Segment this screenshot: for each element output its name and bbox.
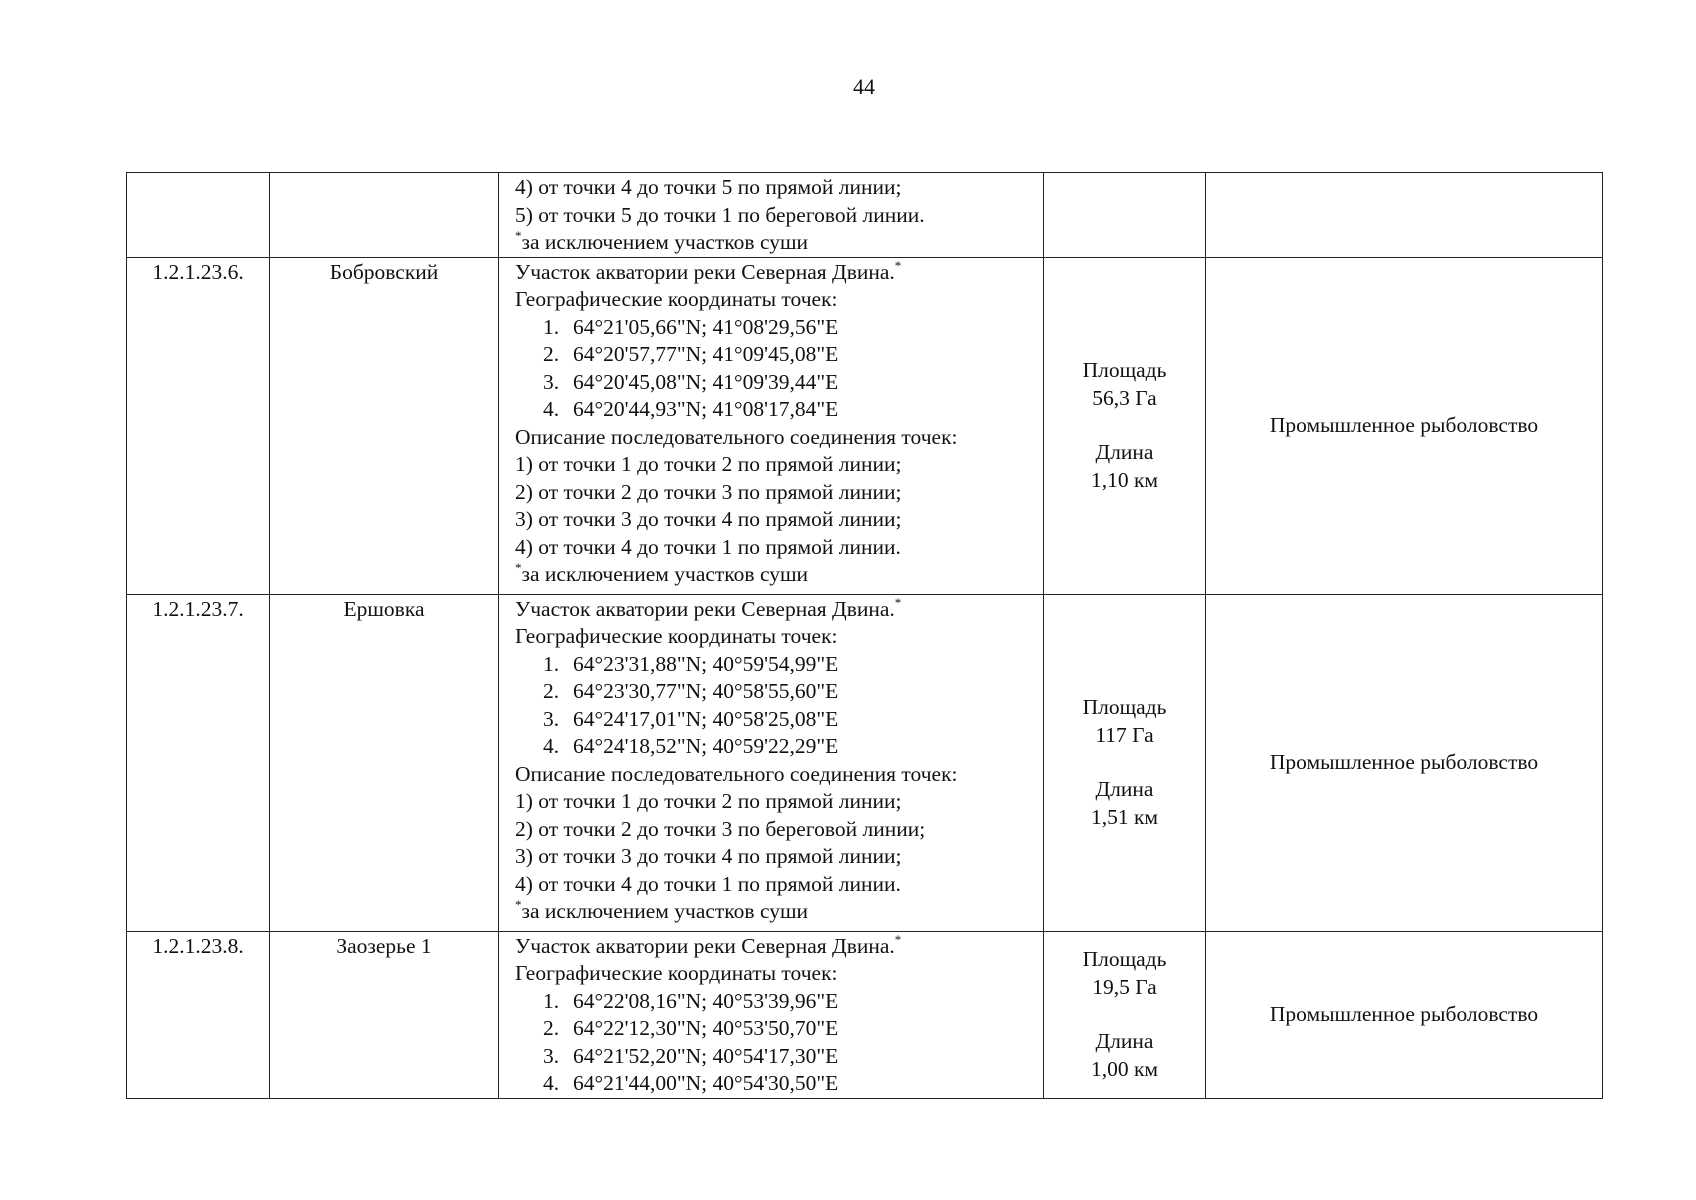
footnote-text: за исключением участков суши	[521, 230, 809, 254]
title-star: *	[894, 594, 902, 610]
footnote-text: за исключением участков суши	[521, 899, 809, 923]
area-value: 19,5 Га	[1092, 974, 1157, 999]
coord-index: 1.	[543, 988, 560, 1013]
table-row	[127, 594, 1603, 931]
length-label: Длина	[1095, 777, 1154, 801]
length-value: 1,51 км	[1090, 804, 1159, 829]
area-title-text: Участок акватории реки Северная Двина.	[515, 933, 895, 958]
page-number: 44	[853, 74, 875, 99]
connection-line: 2) от точки 2 до точки 3 по прямой линии;	[515, 479, 902, 504]
coord-value: 64°22'12,30"N; 40°53'50,70"E	[573, 1016, 839, 1040]
coord-item	[515, 369, 1037, 397]
connection-line: 1) от точки 1 до точки 2 по прямой линии;	[515, 789, 902, 813]
coord-item	[515, 1043, 1037, 1071]
area-title	[515, 259, 1037, 287]
cell-description	[499, 594, 1044, 931]
coord-item	[515, 651, 1037, 679]
cell-name: Бобровский	[270, 257, 499, 594]
cell-number	[127, 173, 270, 258]
cell-name: Ершовка	[270, 594, 499, 931]
cell-description	[499, 173, 1044, 258]
cell-purpose: Промышленное рыболовство	[1206, 257, 1603, 594]
coord-index: 3.	[543, 1043, 560, 1068]
coords-heading: Географические координаты точек:	[515, 624, 838, 648]
length-label: Длина	[1095, 440, 1154, 464]
cell-description	[499, 257, 1044, 594]
coord-index: 2.	[543, 1016, 560, 1040]
coord-index: 3.	[543, 706, 560, 731]
area-title-text: Участок акватории реки Северная Двина.	[515, 596, 895, 621]
cell-size	[1044, 931, 1206, 1098]
length-value: 1,10 км	[1090, 467, 1159, 492]
footnote-star: *	[515, 897, 522, 912]
coords-heading: Географические координаты точек:	[515, 961, 838, 985]
connection-heading: Описание последовательного соединения точек:	[515, 761, 958, 786]
area-title-text: Участок акватории реки Северная Двина.	[515, 259, 895, 284]
connection-line: 5) от точки 5 до точки 1 по береговой линии.	[515, 202, 925, 227]
fishing-areas-table	[126, 172, 1603, 1099]
connection-heading: Описание последовательного соединения точек:	[515, 424, 958, 449]
coord-index: 1.	[543, 314, 560, 339]
coord-value: 64°23'30,77"N; 40°58'55,60"E	[573, 679, 839, 703]
connection-line: 4) от точки 4 до точки 1 по прямой линии.	[515, 534, 901, 559]
cell-purpose: Промышленное рыболовство	[1206, 594, 1603, 931]
coord-value: 64°24'17,01"N; 40°58'25,08"E	[573, 706, 839, 731]
cell-size	[1044, 594, 1206, 931]
cell-purpose: Промышленное рыболовство	[1206, 931, 1603, 1098]
table-row	[127, 257, 1603, 594]
coord-value: 64°24'18,52"N; 40°59'22,29"E	[573, 734, 839, 758]
table-row-continuation	[127, 173, 1603, 258]
coord-item	[515, 706, 1037, 734]
coord-value: 64°20'45,08"N; 41°09'39,44"E	[573, 369, 839, 394]
coord-index: 1.	[543, 651, 560, 676]
coord-item	[515, 341, 1037, 369]
coord-index: 4.	[543, 397, 560, 421]
footnote	[515, 898, 1037, 926]
footnote	[515, 229, 1037, 257]
title-star: *	[894, 257, 902, 273]
coord-value: 64°21'52,20"N; 40°54'17,30"E	[573, 1043, 839, 1068]
area-value: 117 Га	[1095, 722, 1154, 747]
coord-item	[515, 678, 1037, 706]
title-star: *	[894, 931, 902, 947]
cell-number: 1.2.1.23.8.	[127, 931, 270, 1098]
area-title	[515, 933, 1037, 961]
connection-line: 4) от точки 4 до точки 5 по прямой линии;	[515, 175, 902, 199]
coord-value: 64°20'57,77"N; 41°09'45,08"E	[573, 342, 839, 366]
length-label: Длина	[1095, 1029, 1154, 1053]
cell-number: 1.2.1.23.6.	[127, 257, 270, 594]
cell-name	[270, 173, 499, 258]
area-title	[515, 596, 1037, 624]
connection-line: 1) от точки 1 до точки 2 по прямой линии;	[515, 452, 902, 476]
cell-size	[1044, 173, 1206, 258]
connection-line: 2) от точки 2 до точки 3 по береговой линии;	[515, 816, 926, 841]
connection-line: 3) от точки 3 до точки 4 по прямой линии;	[515, 507, 902, 531]
coord-index: 2.	[543, 679, 560, 703]
coords-heading: Географические координаты точек:	[515, 287, 838, 311]
area-label: Площадь	[1082, 358, 1167, 382]
footnote-star: *	[515, 560, 522, 575]
coord-item	[515, 733, 1037, 761]
coord-index: 3.	[543, 369, 560, 394]
footnote-star: *	[515, 228, 522, 243]
coord-item	[515, 314, 1037, 342]
coord-value: 64°23'31,88"N; 40°59'54,99"E	[573, 651, 839, 676]
coord-index: 4.	[543, 1071, 560, 1095]
coord-index: 2.	[543, 342, 560, 366]
coord-index: 4.	[543, 734, 560, 758]
connection-line: 4) от точки 4 до точки 1 по прямой линии.	[515, 871, 901, 896]
cell-purpose	[1206, 173, 1603, 258]
coord-value: 64°20'44,93"N; 41°08'17,84"E	[573, 397, 839, 421]
coord-value: 64°22'08,16"N; 40°53'39,96"E	[573, 988, 839, 1013]
length-value: 1,00 км	[1090, 1056, 1159, 1081]
coord-item	[515, 1070, 1037, 1098]
cell-name: Заозерье 1	[270, 931, 499, 1098]
footnote	[515, 561, 1037, 589]
table-row	[127, 931, 1603, 1098]
cell-size	[1044, 257, 1206, 594]
coord-value: 64°21'05,66"N; 41°08'29,56"E	[573, 314, 839, 339]
cell-number: 1.2.1.23.7.	[127, 594, 270, 931]
coord-value: 64°21'44,00"N; 40°54'30,50"E	[573, 1071, 839, 1095]
coord-item	[515, 396, 1037, 424]
coord-item	[515, 1015, 1037, 1043]
area-label: Площадь	[1082, 947, 1167, 971]
footnote-text: за исключением участков суши	[521, 562, 809, 586]
coord-item	[515, 988, 1037, 1016]
area-value: 56,3 Га	[1092, 385, 1157, 410]
connection-line: 3) от точки 3 до точки 4 по прямой линии;	[515, 844, 902, 868]
cell-description	[499, 931, 1044, 1098]
area-label: Площадь	[1082, 695, 1167, 719]
